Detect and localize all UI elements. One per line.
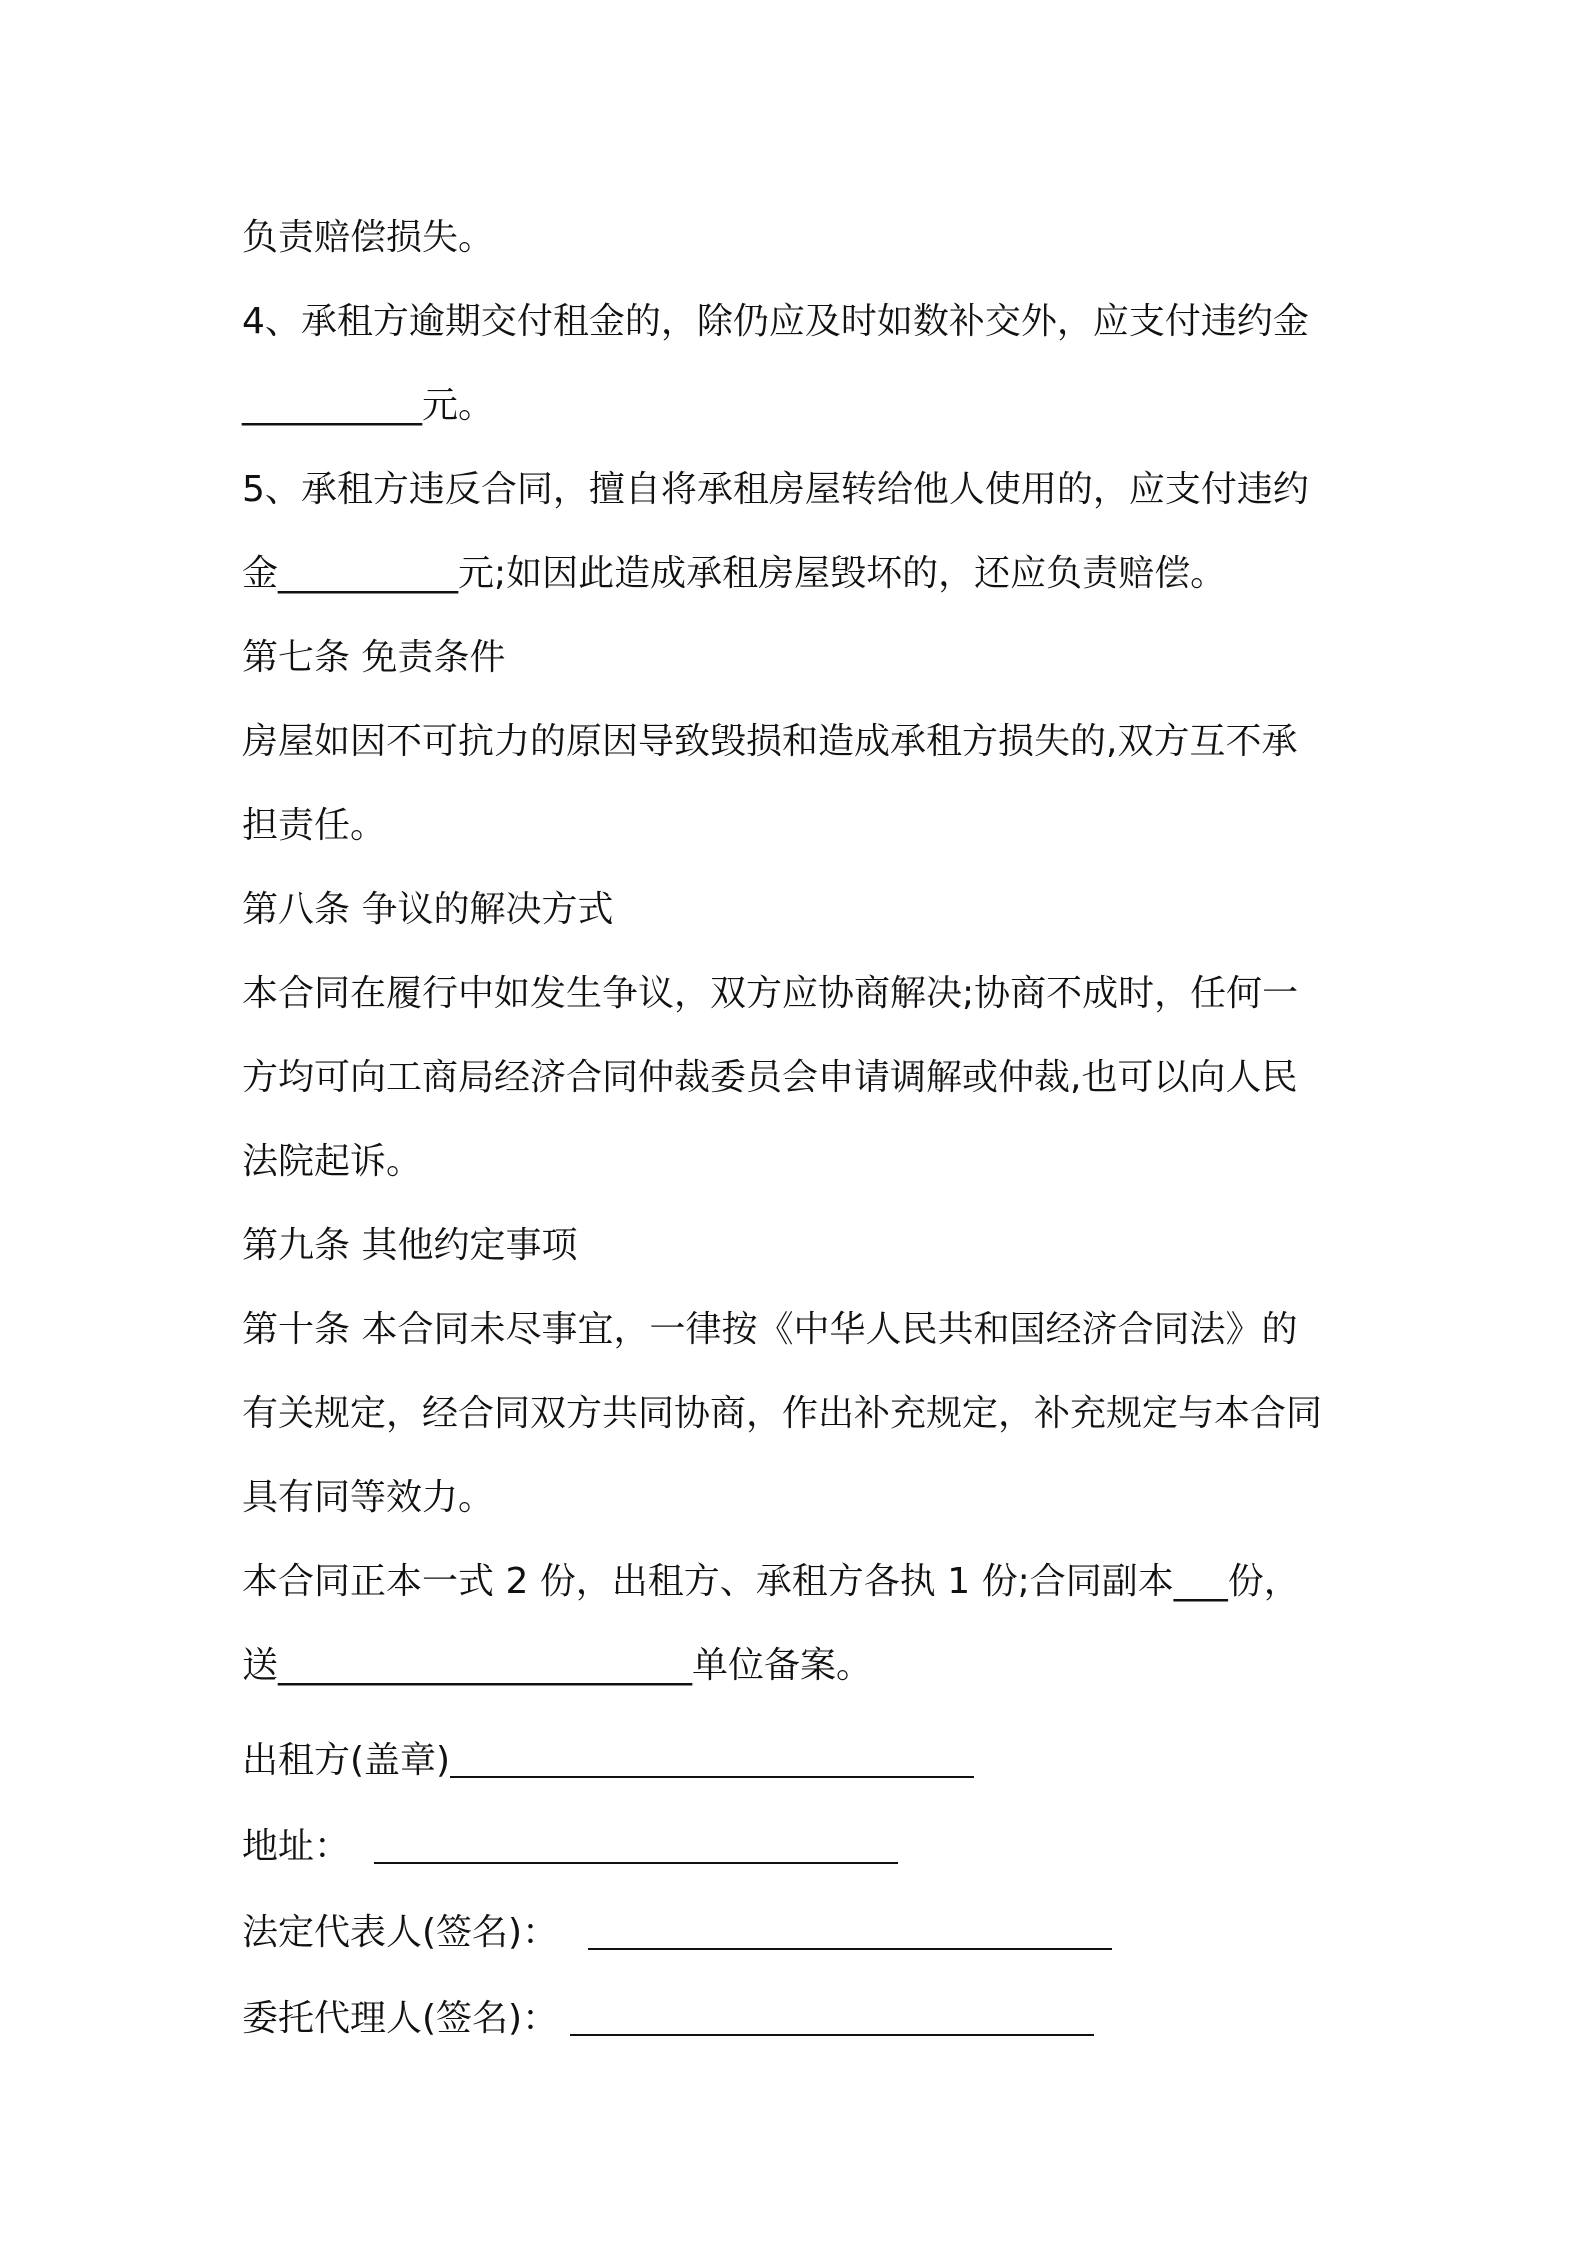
signature-legal-rep-label: 法定代表人(签名)： [242,1912,559,1953]
clause-line-12: 法院起诉。 [242,1141,423,1182]
copies-line-2: 送_______________________单位备案。 [242,1645,873,1686]
clause-line-3: __________元。 [242,385,495,426]
signature-agent [242,1976,1362,2062]
signature-address-blank [374,1860,898,1864]
copies-line-1: 本合同正本一式 2 份，出租方、承租方各执 1 份;合同副本___份， [242,1561,1300,1602]
clause-line-1: 负责赔偿损失。 [242,217,495,258]
article-10-line-3: 具有同等效力。 [242,1477,495,1518]
contract-text [242,196,1362,2062]
signature-address-label: 地址： [242,1826,351,1867]
clause-line-11: 方均可向工商局经济合同仲裁委员会申请调解或仲裁,也可以向人民 [242,1057,1298,1098]
signature-legal-rep-blank [588,1946,1112,1950]
clause-line-8: 担责任。 [242,805,387,846]
signature-agent-blank [570,2032,1094,2036]
signature-lessor [242,1718,1362,1804]
clause-line-4: 5、承租方违反合同，擅自将承租房屋转给他人使用的，应支付违约 [242,469,1309,510]
article-10-line-2: 有关规定，经合同双方共同协商，作出补充规定，补充规定与本合同 [242,1393,1323,1434]
article-8-heading: 第八条 争议的解决方式 [242,889,614,930]
article-9-heading: 第九条 其他约定事项 [242,1225,578,1266]
signature-legal-rep [242,1890,1362,1976]
clause-line-7: 房屋如因不可抗力的原因导致毁损和造成承租方损失的,双方互不承 [242,721,1298,762]
article-7-heading: 第七条 免责条件 [242,637,506,678]
clause-line-10: 本合同在履行中如发生争议，双方应协商解决;协商不成时，任何一 [242,973,1299,1014]
signature-agent-label: 委托代理人(签名)： [242,1998,559,2039]
signature-address [242,1804,1362,1890]
signature-lessor-blank [450,1774,974,1778]
clause-line-2: 4、承租方逾期交付租金的，除仍应及时如数补交外，应支付违约金 [242,301,1309,342]
signature-lessor-label: 出租方(盖章) [242,1740,451,1781]
article-10-line-1: 第十条 本合同未尽事宜，一律按《中华人民共和国经济合同法》的 [242,1309,1298,1350]
clause-line-5: 金__________元;如因此造成承租房屋毁坏的，还应负责赔偿。 [242,553,1227,594]
